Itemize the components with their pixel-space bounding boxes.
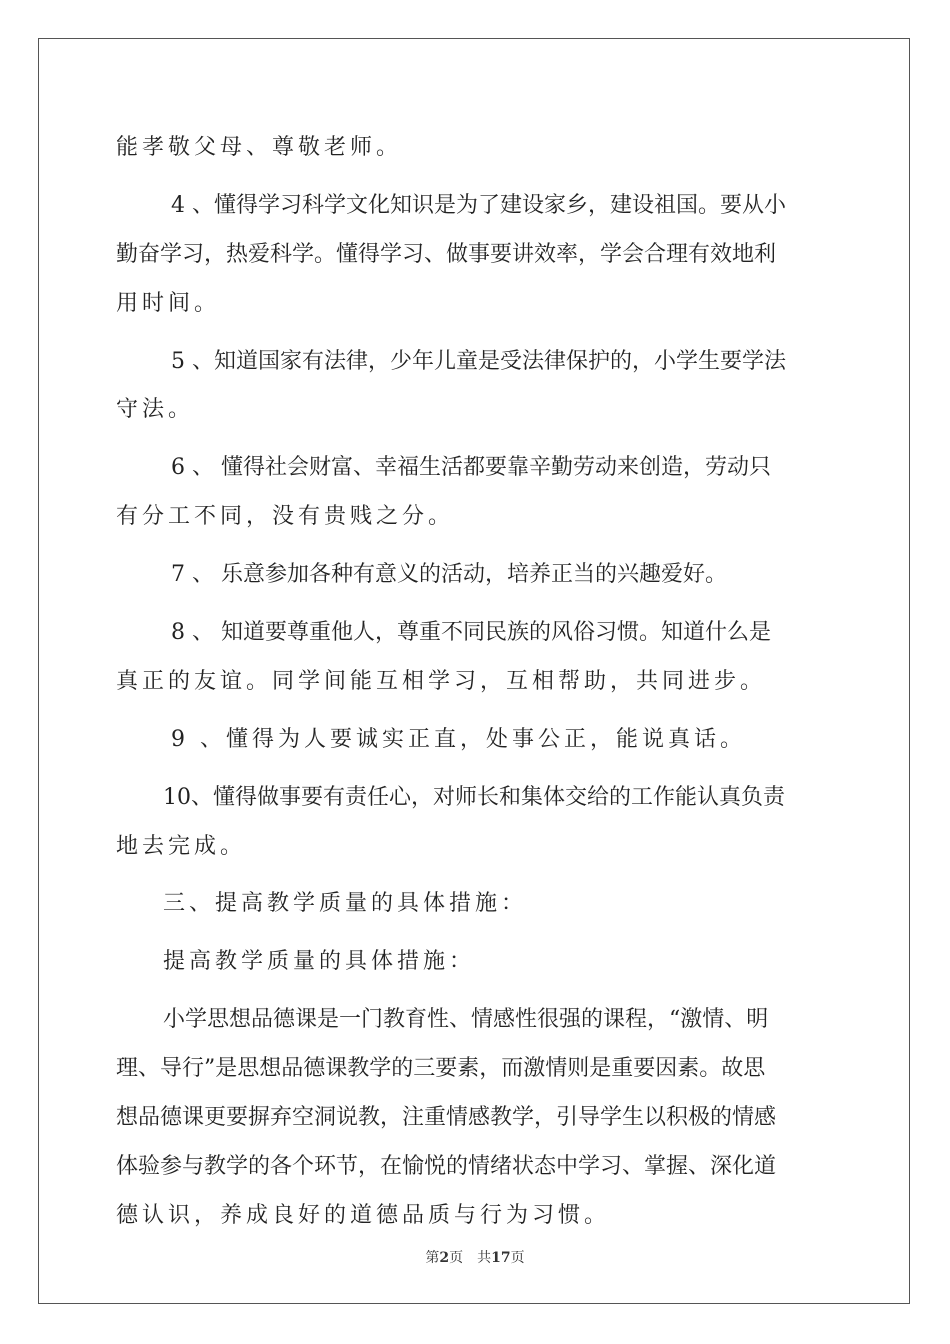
text-line: 勤奋学习，热爱科学。懂得学习、做事要讲效率，学会合理有效地利 (116, 241, 777, 267)
paragraph-gap (116, 329, 836, 338)
footer-page-prefix: 第 (425, 1250, 440, 1266)
text-line: 4 、懂得学习科学文化知识是为了建设家乡，建设祖国。要从小 (171, 192, 786, 218)
text-line: 6 、 懂得社会财富、幸福生活都要靠辛勤劳动来创造，劳动只 (171, 455, 771, 481)
text-line: 三、提高教学质量的具体措施： (163, 891, 528, 917)
footer-total-suffix: 页 (510, 1250, 525, 1266)
footer-total-prefix: 共 (477, 1250, 492, 1266)
paragraph-gap (116, 707, 836, 716)
text-line: 10、懂得做事要有责任心，对师长和集体交给的工作能认真负责 (163, 784, 785, 810)
text-line: 提高教学质量的具体措施： (163, 949, 476, 975)
text-line: 能孝敬父母、尊敬老师。 (116, 135, 403, 160)
text-line: 想品德课更要摒弃空洞说教，注重情感教学，引导学生以积极的情感 (116, 1105, 777, 1131)
text-line: 8 、 知道要尊重他人，尊重不同民族的风俗习惯。知道什么是 (171, 620, 771, 646)
paragraph-gap (116, 871, 836, 880)
paragraph-gap (116, 929, 836, 938)
text-line: 小学思想品德课是一门教育性、情感性很强的课程，“激情、明 (163, 1007, 769, 1033)
text-line: 有分工不同，没有贵贱之分。 (116, 504, 455, 530)
paragraph-gap (116, 542, 836, 551)
page-footer (0, 1247, 950, 1267)
text-line: 德认识，养成良好的道德品质与行为习惯。 (116, 1202, 611, 1228)
text-line: 7 、 乐意参加各种有意义的活动，培养正当的兴趣爱好。 (171, 562, 727, 588)
text-line: 体验参与教学的各个环节，在愉悦的情绪状态中学习、掌握、深化道 (116, 1153, 777, 1179)
footer-total-pages: 17 (491, 1250, 511, 1266)
paragraph-gap (116, 173, 836, 182)
paragraph-gap (116, 765, 836, 774)
text-line: 理、导行”是思想品德课教学的三要素，而激情则是重要因素。故思 (116, 1056, 766, 1082)
text-line: 真正的友谊。同学间能互相学习，互相帮助，共同进步。 (116, 668, 767, 694)
paragraph-gap (116, 435, 836, 444)
footer-page-number: 2 (439, 1250, 450, 1266)
footer-page-suffix: 页 (449, 1250, 464, 1266)
text-line: 用时间。 (116, 290, 221, 316)
document-body (116, 124, 836, 1241)
paragraph-gap (116, 600, 836, 609)
paragraph-gap (116, 987, 836, 996)
text-line: 9 、懂得为人要诚实正直，处事公正，能说真话。 (171, 726, 746, 752)
text-line: 地去完成。 (116, 833, 247, 859)
text-line: 守法。 (116, 397, 195, 423)
text-line: 5 、知道国家有法律，少年儿童是受法律保护的，小学生要学法 (171, 348, 786, 374)
